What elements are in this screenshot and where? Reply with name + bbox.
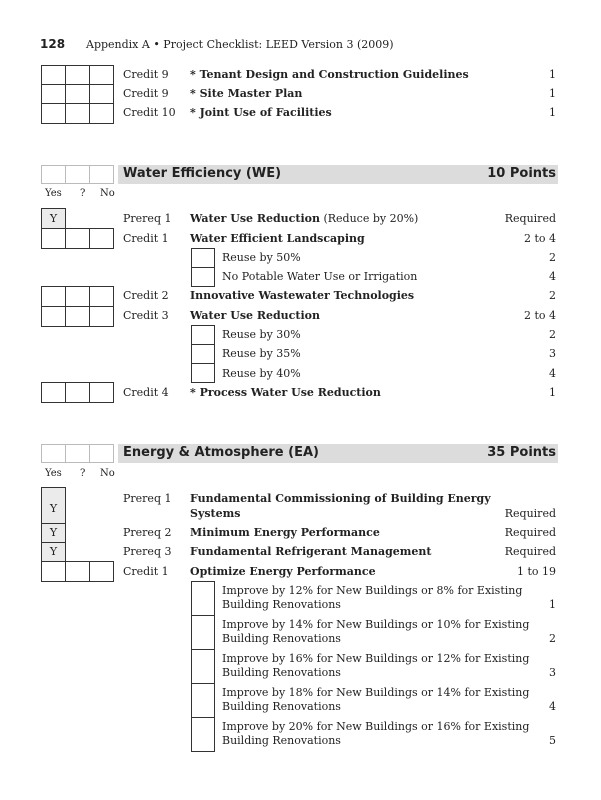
credit-points: Required	[504, 526, 556, 539]
credit-title: Innovative Wastewater Technologies	[190, 289, 415, 302]
credit-title: * Joint Use of Facilities	[190, 106, 332, 119]
credit-title: Water Use Reduction	[190, 309, 320, 322]
running-title: Appendix A • Project Checklist: LEED Version 3 (2009)	[86, 38, 394, 51]
yes-checkbox[interactable]	[41, 103, 66, 124]
credit-points: Required	[504, 545, 556, 558]
option-label-cont: Building Renovations	[222, 632, 341, 645]
credit-type: Credit 3	[123, 309, 169, 322]
yes-column-label: Yes	[45, 468, 62, 479]
yes-checkbox[interactable]: Y	[41, 523, 66, 543]
option-label-cont: Building Renovations	[222, 598, 341, 611]
no-checkbox[interactable]	[89, 382, 114, 403]
maybe-checkbox[interactable]	[65, 84, 90, 104]
option-points: 4	[549, 700, 556, 713]
option-label-cont: Building Renovations	[222, 734, 341, 747]
yes-column-label: Yes	[45, 188, 62, 199]
yes-checkbox[interactable]	[41, 286, 66, 307]
maybe-checkbox[interactable]	[65, 286, 90, 307]
no-checkbox[interactable]	[89, 286, 114, 307]
option-checkbox[interactable]	[191, 581, 215, 616]
credit-title: * Process Water Use Reduction	[190, 386, 381, 399]
credit-points: 1	[549, 87, 556, 100]
credit-type: Prereq 3	[123, 545, 172, 558]
maybe-checkbox[interactable]	[65, 382, 90, 403]
option-label: Reuse by 35%	[222, 347, 301, 360]
yes-checkbox[interactable]	[41, 382, 66, 403]
no-column-label: No	[100, 468, 115, 479]
option-checkbox[interactable]	[191, 325, 215, 345]
credit-title-cont: Systems	[190, 507, 241, 520]
credit-type: Credit 1	[123, 565, 169, 578]
no-checkbox[interactable]	[89, 228, 114, 249]
credit-points: 1	[549, 386, 556, 399]
header-cell	[41, 165, 66, 184]
credit-type: Credit 1	[123, 232, 169, 245]
yes-checkbox[interactable]	[41, 228, 66, 249]
credit-points: 1 to 19	[516, 565, 556, 578]
option-points: 2	[549, 632, 556, 645]
option-checkbox[interactable]	[191, 267, 215, 287]
option-checkbox[interactable]	[191, 615, 215, 650]
option-checkbox[interactable]	[191, 344, 215, 364]
credit-type: Prereq 1	[123, 212, 172, 225]
page-number: 128	[40, 37, 66, 51]
header-cell	[41, 444, 66, 463]
yes-checkbox[interactable]	[41, 561, 66, 582]
option-label-cont: Building Renovations	[222, 700, 341, 713]
credit-points: Required	[504, 212, 556, 225]
credit-points: 2 to 4	[523, 309, 556, 322]
section-title: Water Efficiency (WE)	[123, 166, 282, 181]
no-column-label: No	[100, 188, 115, 199]
header-cell	[89, 444, 114, 463]
option-label-cont: Building Renovations	[222, 666, 341, 679]
header-cell	[65, 165, 90, 184]
no-checkbox[interactable]	[89, 65, 114, 85]
option-checkbox[interactable]	[191, 649, 215, 684]
yes-checkbox[interactable]: Y	[41, 542, 66, 562]
credit-points: Required	[504, 507, 556, 520]
yes-checkbox[interactable]	[41, 306, 66, 327]
credit-type: Credit 2	[123, 289, 169, 302]
no-checkbox[interactable]	[89, 561, 114, 582]
credit-type: Credit 10	[123, 106, 176, 119]
credit-title-line	[190, 212, 418, 225]
option-points: 3	[549, 666, 556, 679]
credit-title: * Site Master Plan	[190, 87, 303, 100]
credit-points: 1	[549, 68, 556, 81]
maybe-column-label: ?	[80, 188, 86, 199]
option-label: No Potable Water Use or Irrigation	[222, 270, 418, 283]
maybe-checkbox[interactable]	[65, 103, 90, 124]
credit-type: Credit 9	[123, 87, 169, 100]
maybe-checkbox[interactable]	[65, 65, 90, 85]
option-label: Reuse by 40%	[222, 367, 301, 380]
credit-title: * Tenant Design and Construction Guidelines	[190, 68, 469, 81]
credit-type: Prereq 1	[123, 492, 172, 505]
credit-title: Water Use Reduction	[190, 212, 320, 225]
yes-checkbox[interactable]	[41, 65, 66, 85]
option-checkbox[interactable]	[191, 248, 215, 268]
credit-note: (Reduce by 20%)	[319, 212, 419, 225]
option-label: Reuse by 30%	[222, 328, 301, 341]
credit-points: 2 to 4	[523, 232, 556, 245]
maybe-column-label: ?	[80, 468, 86, 479]
option-label: Improve by 12% for New Buildings or 8% for Existing	[222, 584, 523, 597]
maybe-checkbox[interactable]	[65, 561, 90, 582]
no-checkbox[interactable]	[89, 306, 114, 327]
option-points: 4	[549, 367, 556, 380]
maybe-checkbox[interactable]	[65, 306, 90, 327]
option-label: Improve by 18% for New Buildings or 14% for Existing	[222, 686, 530, 699]
option-checkbox[interactable]	[191, 683, 215, 718]
credit-points: 2	[549, 289, 556, 302]
yes-checkbox[interactable]: Y	[41, 487, 66, 524]
option-points: 2	[549, 251, 556, 264]
option-checkbox[interactable]	[191, 717, 215, 752]
no-checkbox[interactable]	[89, 84, 114, 104]
credit-title: Fundamental Commissioning of Building Energy	[190, 492, 491, 505]
yes-checkbox[interactable]: Y	[41, 208, 66, 229]
credit-type: Prereq 2	[123, 526, 172, 539]
option-label: Improve by 14% for New Buildings or 10% for Existing	[222, 618, 530, 631]
option-points: 4	[549, 270, 556, 283]
option-points: 5	[549, 734, 556, 747]
credit-type: Credit 9	[123, 68, 169, 81]
credit-title: Fundamental Refrigerant Management	[190, 545, 432, 558]
credit-title: Minimum Energy Performance	[190, 526, 380, 539]
option-label: Reuse by 50%	[222, 251, 301, 264]
option-checkbox[interactable]	[191, 363, 215, 383]
section-points: 10 Points	[487, 166, 556, 181]
header-cell	[65, 444, 90, 463]
credit-type: Credit 4	[123, 386, 169, 399]
yes-checkbox[interactable]	[41, 84, 66, 104]
option-points: 1	[549, 598, 556, 611]
option-points: 2	[549, 328, 556, 341]
section-title: Energy & Atmosphere (EA)	[123, 445, 319, 460]
option-points: 3	[549, 347, 556, 360]
maybe-checkbox[interactable]	[65, 228, 90, 249]
option-label: Improve by 20% for New Buildings or 16% for Existing	[222, 720, 530, 733]
section-points: 35 Points	[487, 445, 556, 460]
option-label: Improve by 16% for New Buildings or 12% for Existing	[222, 652, 530, 665]
credit-title: Water Efficient Landscaping	[190, 232, 365, 245]
header-cell	[89, 165, 114, 184]
credit-points: 1	[549, 106, 556, 119]
no-checkbox[interactable]	[89, 103, 114, 124]
credit-title: Optimize Energy Performance	[190, 565, 376, 578]
